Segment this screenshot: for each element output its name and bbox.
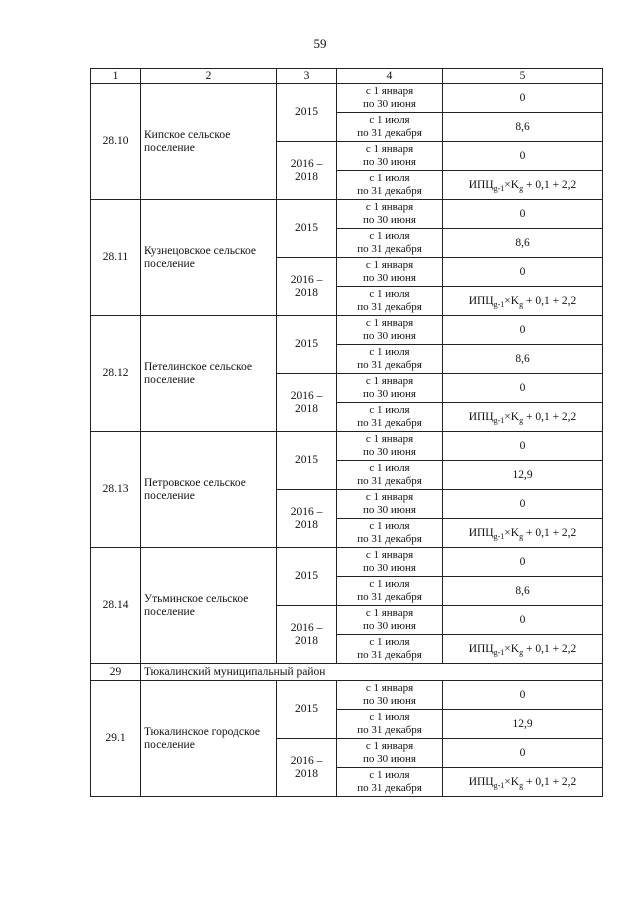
row-number-text: 28.10 [102,135,129,147]
year-2015: 2015 [295,570,318,582]
district-number-text: 29 [109,665,122,678]
formula-sub-2: g [519,531,524,541]
row-number [91,548,141,664]
period-cell [337,316,443,345]
district-name-text: Тюкалинский муниципальный район [144,665,326,678]
period-start: с 1 января [365,143,414,155]
value-cell [443,461,603,490]
year-cell [277,316,337,374]
settlement-name-line1: Петровское сельское [144,476,246,489]
period-cell [337,432,443,461]
formula-suffix: + 0,1 + 2,2 [523,526,577,539]
row-number-text: 29.1 [105,732,126,744]
formula-mid: ×K [504,526,520,539]
period-end: по 31 декабря [357,475,422,487]
year-cell [277,681,337,739]
year-range-end: 2018 [295,518,318,531]
value-cell [443,577,603,606]
value-text: 12,9 [512,468,533,481]
settlement-name-line1: Кипское сельское [144,128,231,141]
formula-sub-2: g [519,647,524,657]
period-start: с 1 января [365,607,414,619]
year-range-end: 2018 [295,170,318,183]
settlement-name [141,432,277,548]
year-range-start: 2016 – [290,754,323,767]
header-col-5: 5 [443,69,603,84]
period-end: по 31 декабря [357,533,422,545]
formula-sub-2: g [519,299,524,309]
period-end: по 31 декабря [357,127,422,139]
formula-mid: ×K [504,178,520,191]
formula-cell [443,287,603,316]
settlement-name-line1: Кузнецовское сельское [144,244,257,257]
period-cell [337,519,443,548]
formula-sub-1: g-1 [493,183,505,193]
period-start: с 1 января [365,85,414,97]
period-end: по 31 декабря [357,591,422,603]
row-number [91,84,141,200]
formula-cell [443,403,603,432]
year-cell [277,606,337,664]
period-cell [337,577,443,606]
period-start: с 1 января [365,201,414,213]
value-cell [443,200,603,229]
settlement-name-line1: Утьминское сельское [144,592,249,605]
header-col-4: 4 [337,69,443,84]
value-text: 0 [519,746,526,759]
year-2015: 2015 [295,338,318,350]
settlement-name-line2: поселение [144,141,195,154]
year-range-start: 2016 – [290,273,323,286]
formula-cell [443,171,603,200]
settlement-name [141,316,277,432]
period-end: по 31 декабря [357,359,422,371]
table-row [91,84,603,113]
period-cell [337,287,443,316]
value-cell [443,432,603,461]
year-cell [277,84,337,142]
formula-sub-2: g [519,183,524,193]
value-cell [443,710,603,739]
formula-mid: ×K [504,775,520,788]
period-cell [337,200,443,229]
formula-sub-2: g [519,780,524,790]
value-cell [443,374,603,403]
value-cell [443,490,603,519]
formula-mid: ×K [504,642,520,655]
value-cell [443,606,603,635]
period-start: с 1 января [365,491,414,503]
period-end: по 31 декабря [357,782,422,794]
district-number [91,664,141,681]
period-end: по 31 декабря [357,417,422,429]
value-cell [443,316,603,345]
settlement-name-line1: Тюкалинское городское [144,725,260,738]
row-number-text: 28.12 [102,367,129,379]
period-start: с 1 июля [369,288,410,300]
formula-cell [443,768,603,797]
period-cell [337,258,443,287]
period-start: с 1 июля [369,462,410,474]
settlement-name [141,681,277,797]
formula-sub-2: g [519,415,524,425]
period-start: с 1 января [365,317,414,329]
formula-sub-1: g-1 [493,780,505,790]
value-text: 0 [519,688,526,701]
period-end: по 30 июня [363,695,416,707]
year-range-end: 2018 [295,402,318,415]
year-cell [277,258,337,316]
formula-cell [443,635,603,664]
year-range-end: 2018 [295,286,318,299]
period-start: с 1 июля [369,711,410,723]
formula-prefix: ИПЦ [468,526,494,539]
row-number-text: 28.14 [102,599,129,611]
value-text: 8,6 [515,352,530,365]
period-end: по 30 июня [363,504,416,516]
period-cell [337,681,443,710]
table-row [91,681,603,710]
period-cell [337,635,443,664]
formula-cell [443,519,603,548]
period-start: с 1 января [365,682,414,694]
settlement-name-line2: поселение [144,738,195,751]
period-cell [337,606,443,635]
row-number [91,316,141,432]
year-range-end: 2018 [295,634,318,647]
header-col-1: 1 [91,69,141,84]
formula-prefix: ИПЦ [468,642,494,655]
period-start: с 1 июля [369,404,410,416]
settlement-name-line2: поселение [144,605,195,618]
row-number-text: 28.11 [102,251,129,263]
table-row [91,316,603,345]
period-end: по 30 июня [363,562,416,574]
formula-suffix: + 0,1 + 2,2 [523,294,577,307]
value-text: 0 [519,613,526,626]
year-2015: 2015 [295,106,318,118]
period-cell [337,768,443,797]
period-end: по 30 июня [363,388,416,400]
table-row [91,548,603,577]
value-cell [443,229,603,258]
period-end: по 30 июня [363,753,416,765]
formula-mid: ×K [504,294,520,307]
period-start: с 1 июля [369,636,410,648]
header-col-2: 2 [141,69,277,84]
settlement-name-line1: Петелинское сельское [144,360,252,373]
period-end: по 31 декабря [357,243,422,255]
period-start: с 1 июля [369,578,410,590]
period-end: по 30 июня [363,446,416,458]
period-end: по 31 декабря [357,724,422,736]
period-end: по 31 декабря [357,301,422,313]
period-start: с 1 января [365,259,414,271]
formula-sub-1: g-1 [493,647,505,657]
period-start: с 1 июля [369,230,410,242]
table-body [91,84,603,797]
table-row [91,432,603,461]
period-cell [337,461,443,490]
settlement-name-line2: поселение [144,489,195,502]
value-text: 0 [519,497,526,510]
formula-sub-1: g-1 [493,299,505,309]
period-cell [337,84,443,113]
value-text: 0 [519,555,526,568]
value-text: 12,9 [512,717,533,730]
value-cell [443,345,603,374]
settlement-name [141,200,277,316]
period-cell [337,403,443,432]
period-cell [337,548,443,577]
period-end: по 31 декабря [357,649,422,661]
period-start: с 1 июля [369,114,410,126]
period-start: с 1 июля [369,346,410,358]
value-text: 0 [519,381,526,394]
row-number [91,200,141,316]
value-text: 0 [519,91,526,104]
row-number [91,432,141,548]
value-cell [443,739,603,768]
value-text: 0 [519,265,526,278]
row-number [91,681,141,797]
tariff-table [90,68,603,797]
period-start: с 1 июля [369,172,410,184]
value-text: 8,6 [515,584,530,597]
period-cell [337,142,443,171]
formula-suffix: + 0,1 + 2,2 [523,775,577,788]
district-row [91,664,603,681]
year-range-end: 2018 [295,767,318,780]
year-2015: 2015 [295,222,318,234]
period-start: с 1 января [365,433,414,445]
period-cell [337,229,443,258]
value-cell [443,84,603,113]
value-text: 0 [519,439,526,452]
period-cell [337,171,443,200]
value-cell [443,548,603,577]
year-range-start: 2016 – [290,157,323,170]
period-cell [337,739,443,768]
year-cell [277,200,337,258]
period-start: с 1 января [365,375,414,387]
period-start: с 1 июля [369,520,410,532]
header-col-3: 3 [277,69,337,84]
formula-prefix: ИПЦ [468,294,494,307]
period-cell [337,490,443,519]
formula-suffix: + 0,1 + 2,2 [523,178,577,191]
value-text: 8,6 [515,236,530,249]
period-cell [337,345,443,374]
year-range-start: 2016 – [290,389,323,402]
district-name [141,664,603,681]
year-cell [277,142,337,200]
value-text: 0 [519,323,526,336]
value-cell [443,113,603,142]
period-start: с 1 января [365,549,414,561]
value-text: 8,6 [515,120,530,133]
row-number-text: 28.13 [102,483,129,495]
formula-prefix: ИПЦ [468,775,494,788]
value-cell [443,142,603,171]
formula-prefix: ИПЦ [468,178,494,191]
year-2015: 2015 [295,703,318,715]
period-cell [337,374,443,403]
period-end: по 30 июня [363,272,416,284]
period-cell [337,710,443,739]
formula-suffix: + 0,1 + 2,2 [523,642,577,655]
value-cell [443,258,603,287]
year-range-start: 2016 – [290,621,323,634]
period-cell [337,113,443,142]
settlement-name [141,84,277,200]
settlement-name-line2: поселение [144,257,195,270]
year-cell [277,739,337,797]
year-cell [277,490,337,548]
value-text: 0 [519,149,526,162]
settlement-name-line2: поселение [144,373,195,386]
formula-suffix: + 0,1 + 2,2 [523,410,577,423]
formula-prefix: ИПЦ [468,410,494,423]
year-range-start: 2016 – [290,505,323,518]
period-start: с 1 июля [369,769,410,781]
period-end: по 30 июня [363,98,416,110]
year-cell [277,374,337,432]
page-number: 59 [313,36,327,51]
settlement-name [141,548,277,664]
formula-sub-1: g-1 [493,531,505,541]
value-text: 0 [519,207,526,220]
period-end: по 30 июня [363,156,416,168]
formula-mid: ×K [504,410,520,423]
period-end: по 30 июня [363,620,416,632]
table-row [91,200,603,229]
period-end: по 30 июня [363,214,416,226]
header-row [91,69,603,84]
value-cell [443,681,603,710]
year-2015: 2015 [295,454,318,466]
formula-sub-1: g-1 [493,415,505,425]
period-start: с 1 января [365,740,414,752]
year-cell [277,432,337,490]
year-cell [277,548,337,606]
period-end: по 31 декабря [357,185,422,197]
period-end: по 30 июня [363,330,416,342]
